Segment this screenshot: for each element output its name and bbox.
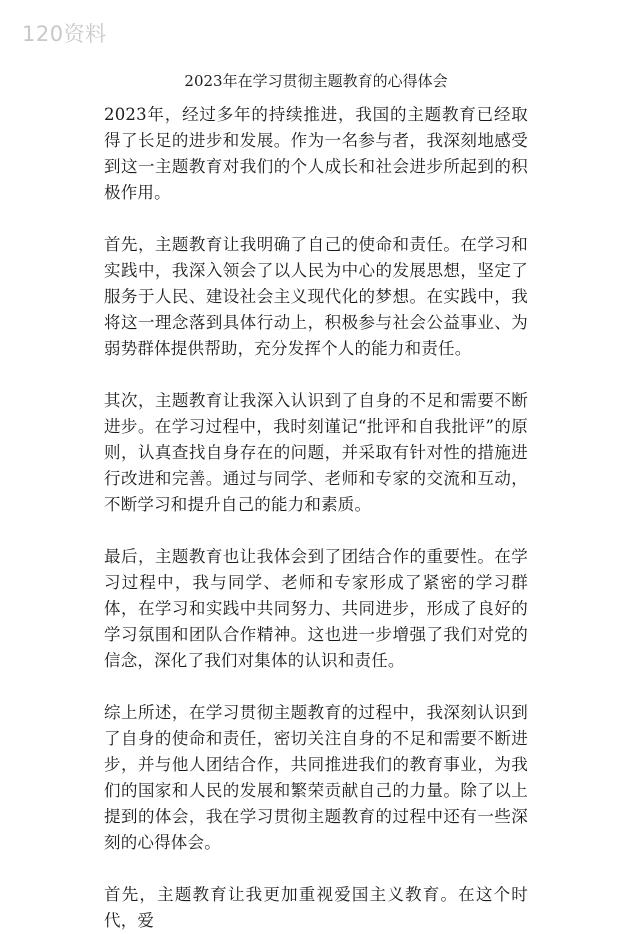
document-page [104,70,528,934]
paragraph: 2023年，经过多年的持续推进，我国的主题教育已经取得了长足的进步和发展。作为一名参与者，我深刻地感受到这一主题教育对我们的个人成长和社会进步所起到的积极作用。 [104,105,528,202]
paragraph: 最后，主题教育也让我体会到了团结合作的重要性。在学习过程中，我与同学、老师和专家形成了紧密的学习群体，在学习和实践中共同努力、共同进步，形成了良好的学习氛围和团队合作精神。这也进一步增强了我们对党的信念，深化了我们对集体的认识和责任。 [104,547,528,670]
watermark-logo: 120资料 [22,22,107,46]
document-body [104,102,528,934]
paragraph: 首先，主题教育让我更加重视爱国主义教育。在这个时代，爱 [104,885,528,930]
document-title: 2023年在学习贯彻主题教育的心得体会 [184,72,448,90]
paragraph: 其次，主题教育让我深入认识到了自身的不足和需要不断进步。在学习过程中，我时刻谨记“批评和自我批评”的原则，认真查找自身存在的问题，并采取有针对性的措施进行改进和完善。通过与同学、老师和专家的交流和互动，不断学习和提升自己的能力和素质。 [104,391,528,514]
paragraph: 首先，主题教育让我明确了自己的使命和责任。在学习和实践中，我深入领会了以人民为中心的发展思想，坚定了服务于人民、建设社会主义现代化的梦想。在实践中，我将这一理念落到具体行动上，积极参与社会公益事业、为弱势群体提供帮助，充分发挥个人的能力和责任。 [104,235,528,358]
paragraph: 综上所述，在学习贯彻主题教育的过程中，我深刻认识到了自身的使命和责任，密切关注自身的不足和需要不断进步，并与他人团结合作，共同推进我们的教育事业，为我们的国家和人民的发展和繁荣贡献自己的力量。除了以上提到的体会，我在学习贯彻主题教育的过程中还有一些深刻的心得体会。 [104,703,528,852]
